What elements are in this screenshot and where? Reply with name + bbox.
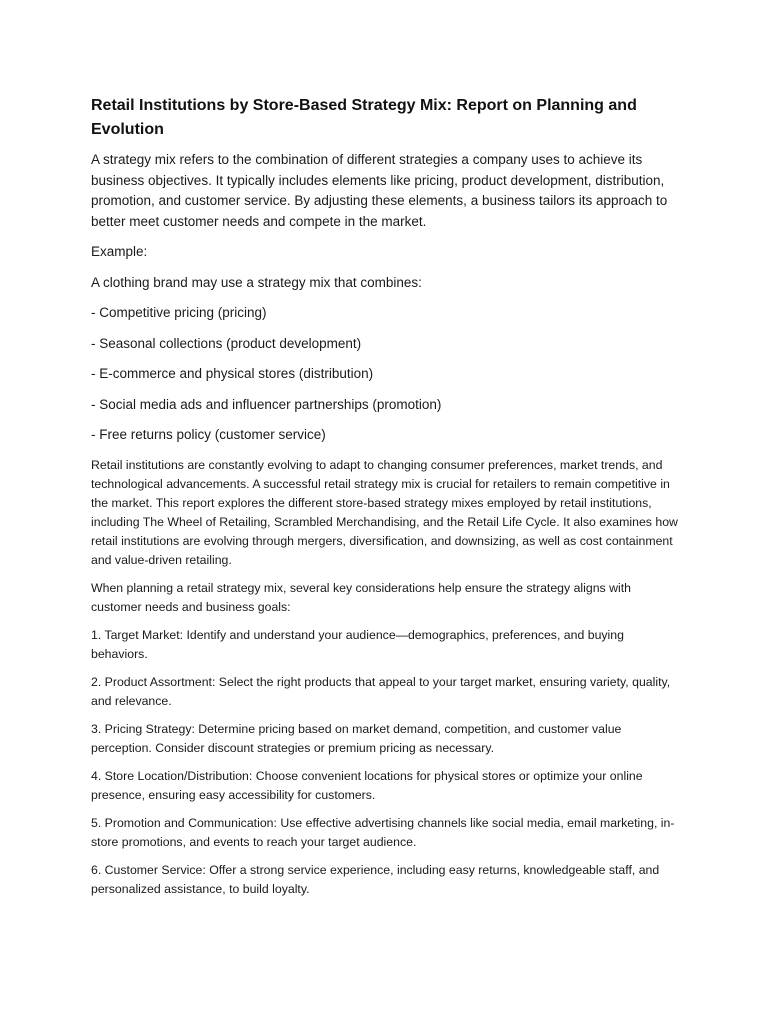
consideration-store-location: 4. Store Location/Distribution: Choose convenient locations for physical stores or optimize your online presence, ensuring easy accessibility for customers. [91, 768, 643, 802]
example-item-product-development: - Seasonal collections (product development) [91, 335, 362, 351]
example-item-pricing: - Competitive pricing (pricing) [91, 305, 267, 320]
example-label: Example: [91, 244, 148, 259]
consideration-pricing-strategy: 3. Pricing Strategy: Determine pricing based on market demand, competition, and customer value perception. Consider discount strategies or premium pricing as necessary. [91, 721, 622, 755]
planning-paragraph: When planning a retail strategy mix, several key considerations help ensure the strategy aligns with customer needs and business goals: [91, 580, 631, 614]
example-lead: A clothing brand may use a strategy mix that combines: [91, 274, 422, 290]
document-title: Retail Institutions by Store-Based Strategy Mix: Report on Planning and Evolution [91, 97, 637, 138]
example-item-customer-service: - Free returns policy (customer service) [91, 427, 326, 442]
example-item-distribution: - E-commerce and physical stores (distribution) [91, 366, 374, 381]
consideration-target-market: 1. Target Market: Identify and understand your audience—demographics, preferences, and buying behaviors. [91, 627, 624, 661]
intro-paragraph: A strategy mix refers to the combination of different strategies a company uses to achieve its business objectives. It typically includes elements like pricing, product development, distribution, promotion, and customer service. By adjusting these elements, a business tailors its approach to better meet customer needs and compete in the market. [91, 152, 668, 229]
consideration-customer-service: 6. Customer Service: Offer a strong service experience, including easy returns, knowledgeable staff, and personalized assistance, to build loyalty. [91, 862, 660, 896]
consideration-promotion: 5. Promotion and Communication: Use effective advertising channels like social media, email marketing, in-store promotions, and events to reach your target audience. [91, 815, 675, 849]
example-item-promotion: - Social media ads and influencer partnerships (promotion) [91, 396, 442, 412]
consideration-product-assortment: 2. Product Assortment: Select the right products that appeal to your target market, ensuring variety, quality, and relevance. [91, 674, 671, 708]
retail-evolution-paragraph: Retail institutions are constantly evolving to adapt to changing consumer preferences, market trends, and technological advancements. A successful retail strategy mix is crucial for retailers to remain competitive in the market. This report explores the different store-based strategy mixes employed by retail institutions, including The Wheel of Retailing, Scrambled Merchandising, and the Retail Life Cycle. It also examines how retail institutions are evolving through mergers, diversification, and downsizing, as well as cost containment and value-driven retailing. [91, 457, 678, 567]
